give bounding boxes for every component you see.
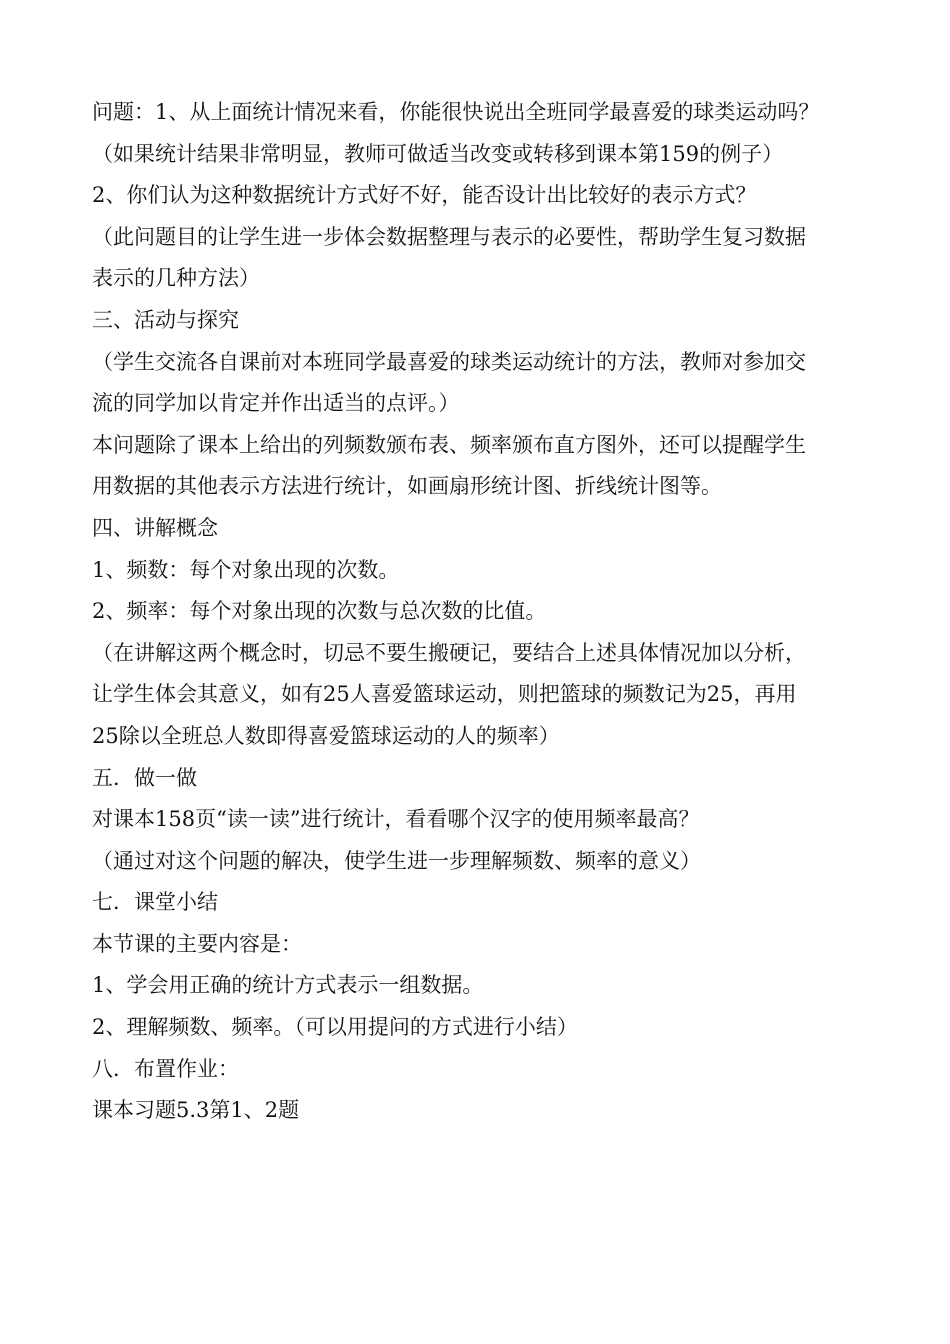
question-1-line: 问题：1、从上面统计情况来看，你能很快说出全班同学最喜爱的球类运动吗？	[92, 100, 820, 124]
section-heading-practice: 五．做一做	[92, 765, 197, 790]
question-2-line: 2、你们认为这种数据统计方式好不好，能否设计出比较好的表示方式？	[92, 183, 757, 208]
concepts-note-line-1: （在讲解这两个概念时，切忌不要生搬硬记，要结合上述具体情况加以分析，	[92, 640, 806, 665]
homework-assignment: 课本习题5.3第1、2题	[92, 1098, 300, 1123]
question-2-note-line-1: （此问题目的让学生进一步体会数据整理与表示的必要性，帮助学生复习数据	[92, 224, 806, 249]
section-heading-activity: 三、活动与探究	[92, 307, 239, 332]
concepts-note-line-2: 让学生体会其意义，如有25人喜爱篮球运动，则把篮球的频数记为25，再用	[92, 682, 797, 707]
activity-paragraph-line-1: 本问题除了课本上给出的列频数颁布表、频率颁布直方图外，还可以提醒学生	[92, 432, 806, 457]
activity-note-line-1: （学生交流各自课前对本班同学最喜爱的球类运动统计的方法，教师对参加交	[92, 349, 806, 374]
summary-item-1: 1、学会用正确的统计方式表示一组数据。	[92, 973, 484, 998]
practice-note: （通过对这个问题的解决，使学生进一步理解频数、频率的意义）	[92, 848, 701, 873]
concepts-note-line-3: 25除以全班总人数即得喜爱篮球运动的人的频率）	[92, 723, 560, 748]
activity-note-line-2: 流的同学加以肯定并作出适当的点评。）	[92, 391, 460, 416]
question-2-note-line-2: 表示的几种方法）	[92, 266, 260, 291]
section-heading-summary: 七．课堂小结	[92, 890, 218, 915]
section-heading-concepts: 四、讲解概念	[92, 515, 218, 540]
section-heading-homework: 八．布置作业：	[92, 1056, 239, 1081]
summary-intro: 本节课的主要内容是：	[92, 931, 302, 956]
question-1-note: （如果统计结果非常明显，教师可做适当改变或转移到课本第159的例子）	[92, 141, 784, 166]
practice-task: 对课本158页“读一读”进行统计，看看哪个汉字的使用频率最高？	[92, 807, 700, 832]
activity-paragraph-line-2: 用数据的其他表示方法进行统计，如画扇形统计图、折线统计图等。	[92, 474, 722, 499]
concept-frequency-rate: 2、频率：每个对象出现的次数与总次数的比值。	[92, 599, 547, 624]
document-body	[92, 92, 872, 1132]
concept-frequency-count: 1、频数：每个对象出现的次数。	[92, 557, 400, 582]
summary-item-2: 2、理解频数、频率。（可以用提问的方式进行小结）	[92, 1015, 578, 1040]
